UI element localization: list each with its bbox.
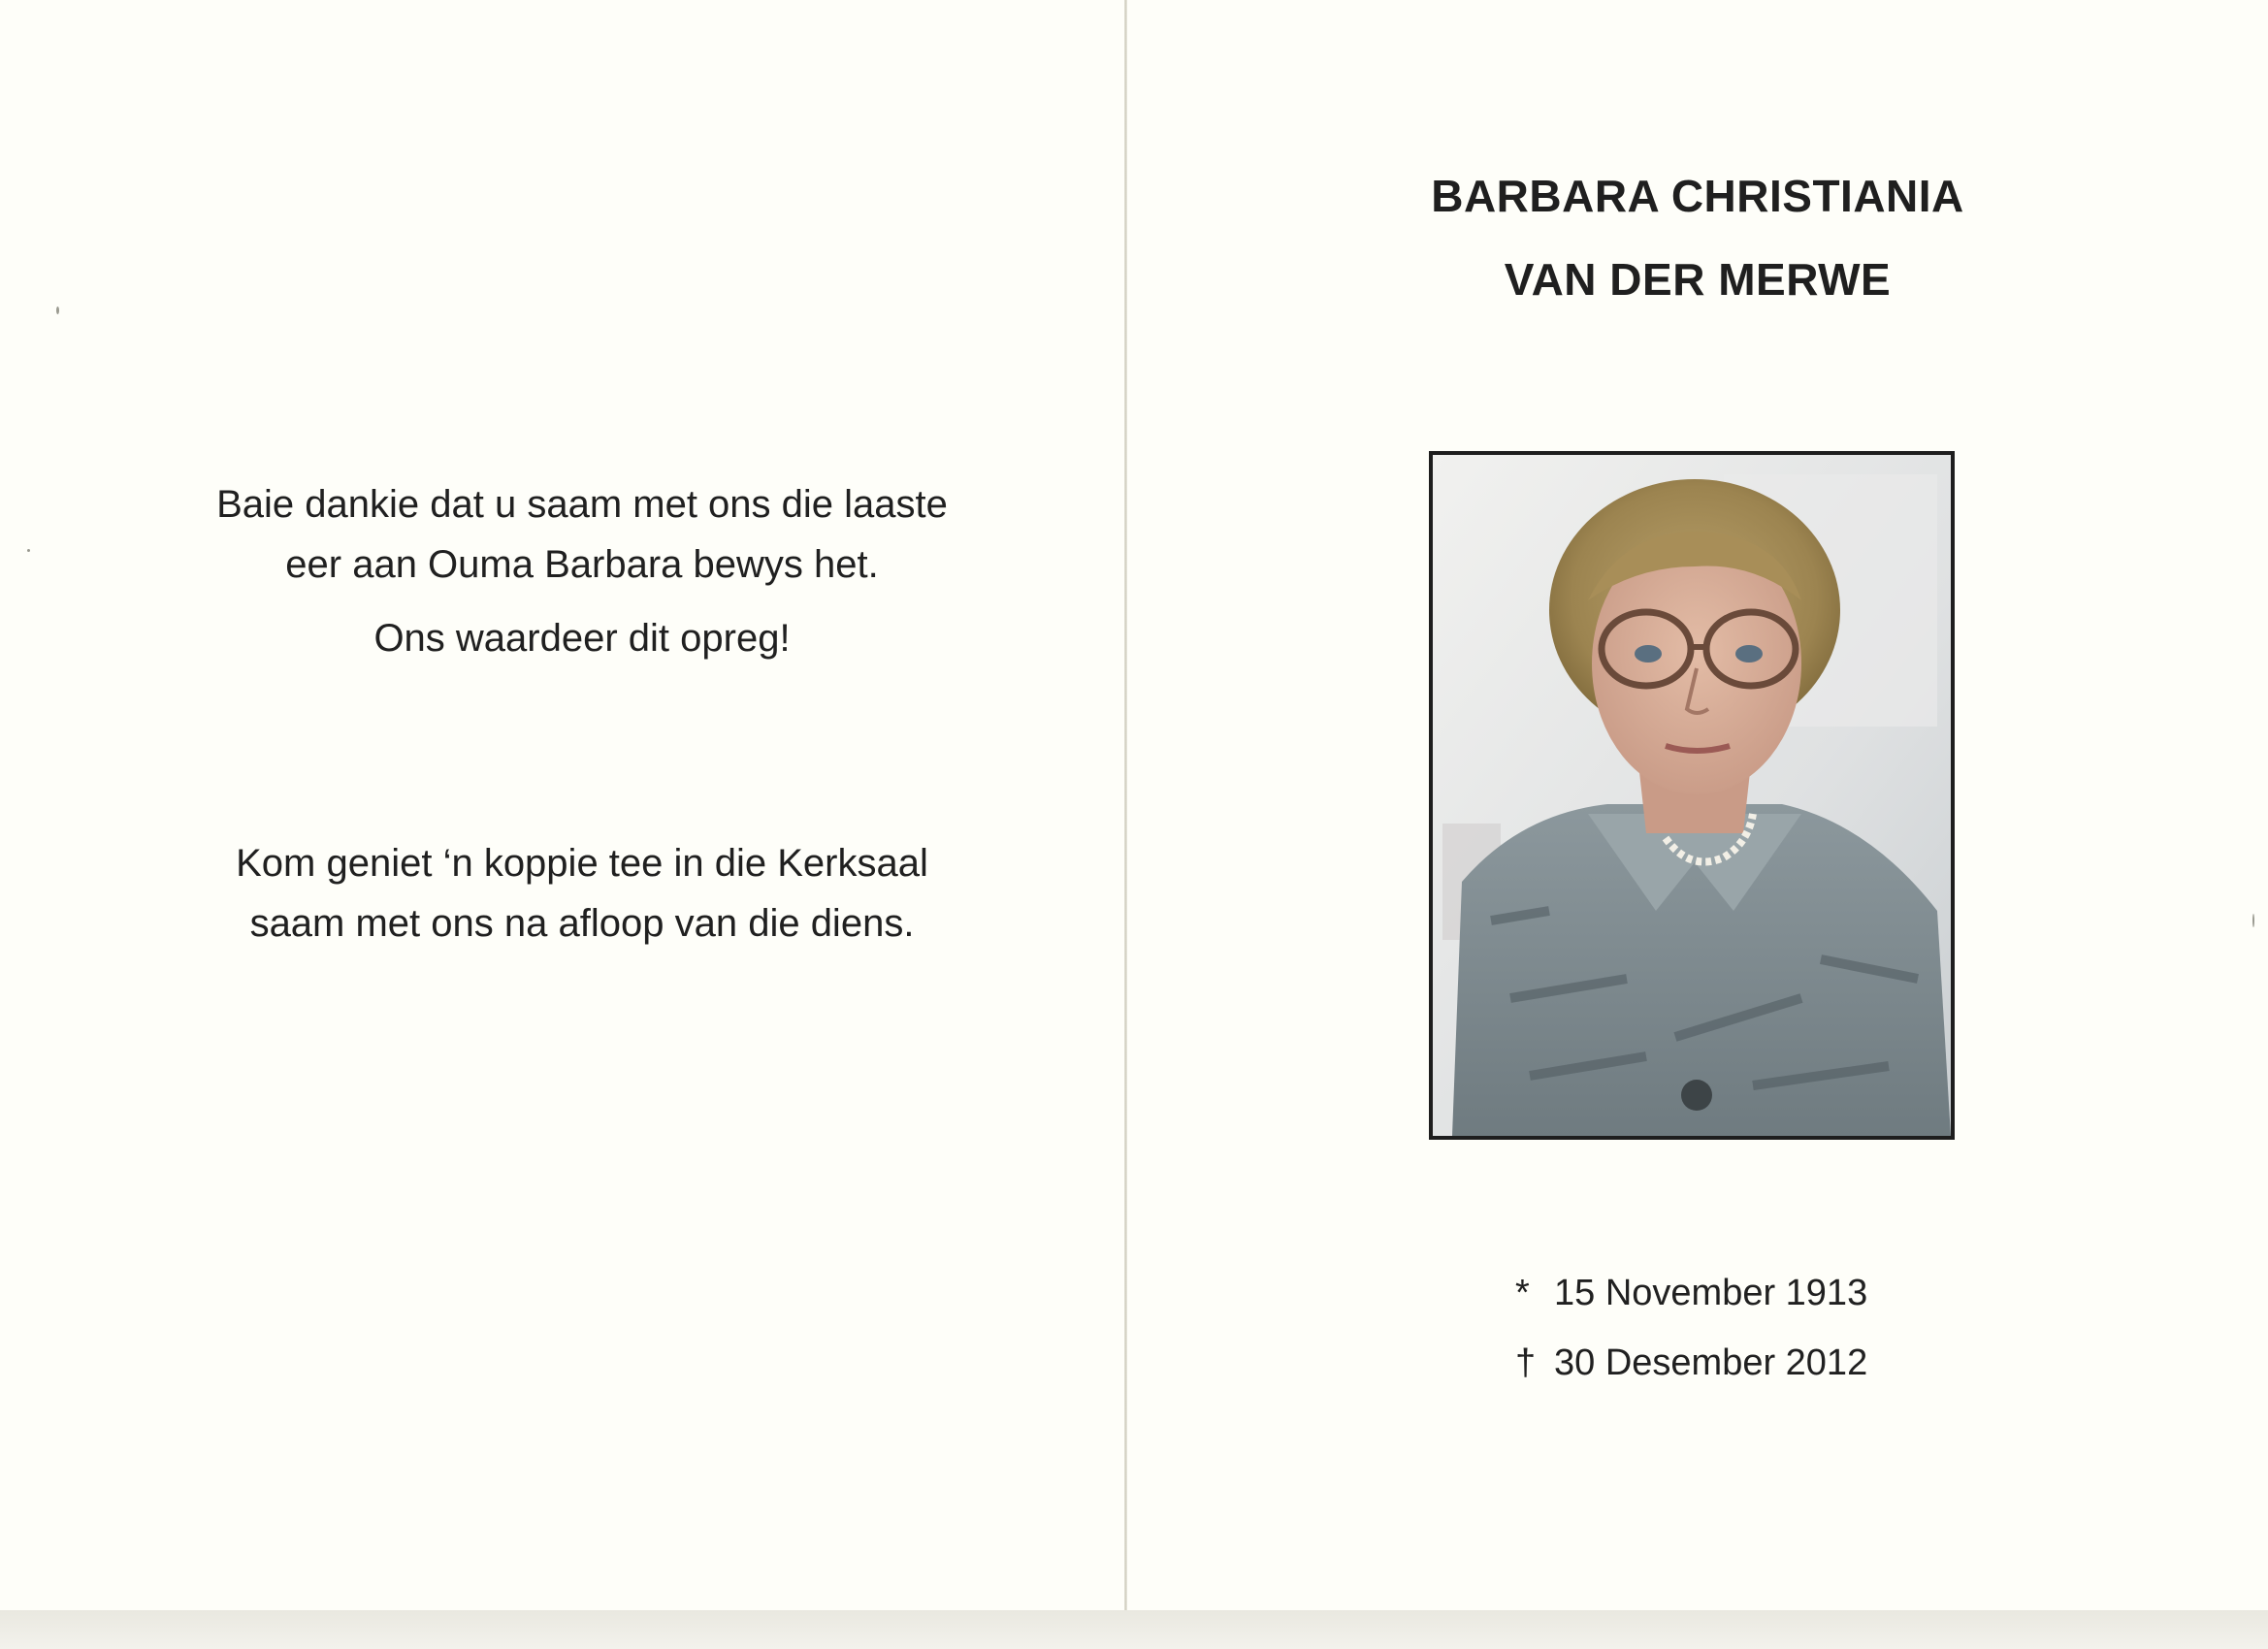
death-cross-icon: † bbox=[1515, 1342, 1537, 1383]
left-page bbox=[0, 0, 1125, 1610]
death-date: 30 Desember 2012 bbox=[1554, 1342, 1868, 1383]
deceased-first-names: BARBARA CHRISTIANIA bbox=[1431, 171, 1964, 221]
deceased-surname: VAN DER MERWE bbox=[1504, 254, 1892, 305]
card-fold bbox=[1124, 0, 1127, 1610]
death-date-row bbox=[1515, 1342, 1867, 1384]
scan-speck bbox=[56, 307, 59, 314]
thanks-line-1: Baie dankie dat u saam met ons die laaste bbox=[216, 483, 948, 526]
scan-speck bbox=[2252, 914, 2254, 927]
scan-bottom-edge bbox=[0, 1610, 2268, 1649]
appreciation-line: Ons waardeer dit opreg! bbox=[373, 617, 791, 660]
invite-line-2: saam met ons na afloop van die diens. bbox=[249, 902, 915, 945]
birth-date: 15 November 1913 bbox=[1554, 1273, 1868, 1313]
scan-speck bbox=[27, 549, 30, 552]
invite-line-1: Kom geniet ‘n koppie tee in die Kerksaal bbox=[236, 842, 928, 885]
portrait-photo bbox=[1429, 451, 1955, 1140]
birth-date-row bbox=[1515, 1273, 1867, 1314]
thanks-line-2: eer aan Ouma Barbara bewys het. bbox=[285, 543, 879, 586]
birth-star-icon: * bbox=[1515, 1273, 1530, 1313]
